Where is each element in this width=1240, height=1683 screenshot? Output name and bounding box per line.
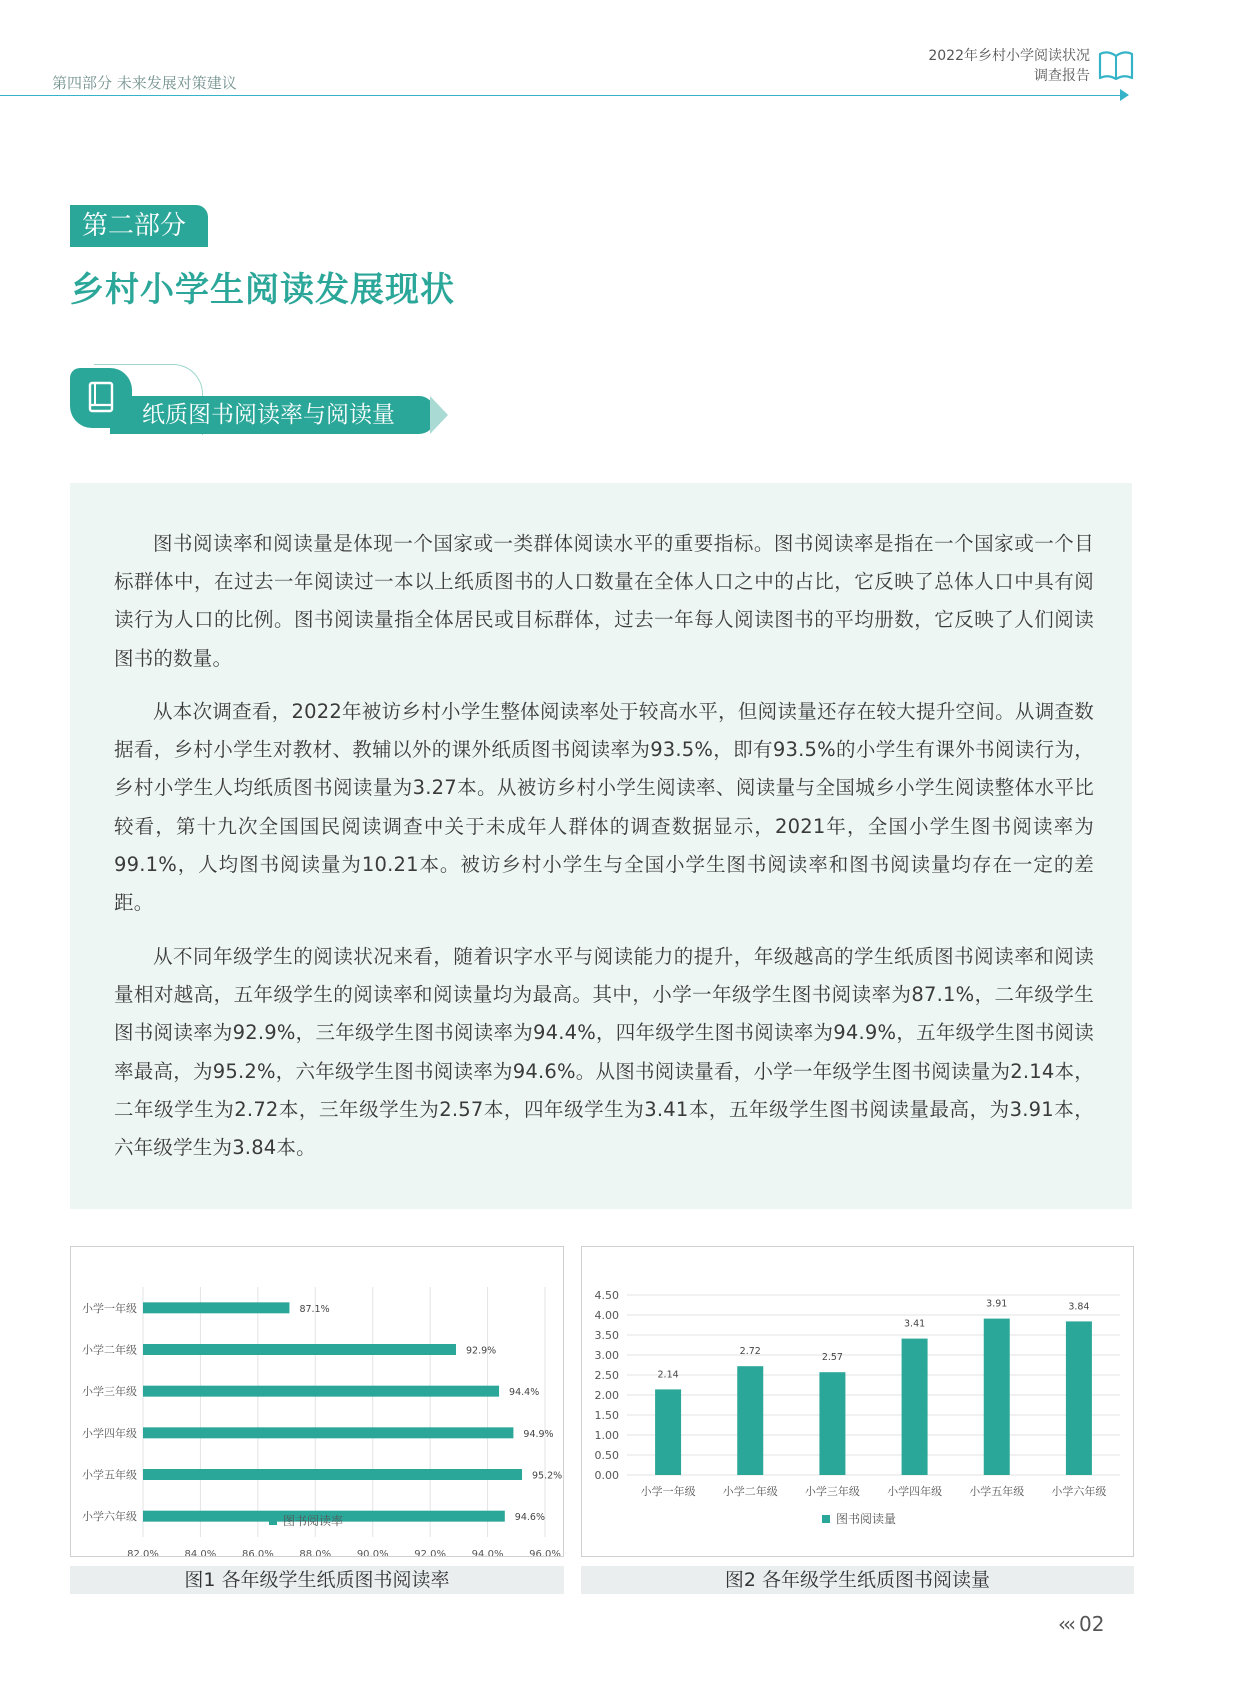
bar-value-label: 94.4% [509, 1387, 540, 1399]
y-tick-label: 0.50 [594, 1449, 619, 1462]
bar [143, 1469, 522, 1480]
bar [737, 1366, 763, 1475]
figure-1-caption: 图1 各年级学生纸质图书阅读率 [70, 1566, 564, 1594]
paragraph-2: 从本次调查看，2022年被访乡村小学生整体阅读率处于较高水平，但阅读量还存在较大提升空间。从调查数据看，乡村小学生对教材、教辅以外的课外纸质图书阅读率为93.5%，即有93.5%的小学生有课外书阅读行为，乡村小学生人均纸质图书阅读量为3.27本。从被访乡村小学生阅读率、阅读量与全国城乡小学生阅读整体水平比较看，第十九次全国国民阅读调查中关于未成年人群体的调查数据显示，2021年，全国小学生图书阅读率为99.1%，人均图书阅读量为10.21本。被访乡村小学生与全国小学生图书阅读率和图书阅读量均存在一定的差距。 [114, 700, 1094, 915]
y-category-label: 小学三年级 [82, 1385, 137, 1399]
bar-value-label: 87.1% [299, 1303, 330, 1315]
x-category-label: 小学五年级 [969, 1485, 1025, 1498]
legend-label: 图书阅读量 [836, 1512, 897, 1526]
banner-icon-tile [70, 368, 132, 428]
bar [143, 1427, 513, 1438]
y-tick-label: 1.00 [594, 1429, 619, 1442]
x-category-label: 小学三年级 [804, 1485, 860, 1498]
reading-rate-chart [71, 1247, 563, 1556]
y-tick-label: 2.50 [594, 1369, 619, 1382]
book-icon [70, 368, 132, 428]
bar [143, 1302, 289, 1313]
y-category-label: 小学五年级 [82, 1468, 137, 1482]
page-number [1058, 1612, 1104, 1636]
bar-value-label: 2.14 [657, 1369, 679, 1381]
legend-swatch [822, 1515, 830, 1523]
x-tick-label: 92.0% [414, 1549, 447, 1556]
x-tick-label: 90.0% [356, 1549, 389, 1556]
subsection-title: 纸质图书阅读率与阅读量 [142, 402, 395, 428]
bar [143, 1386, 499, 1397]
bar-value-label: 94.9% [523, 1428, 554, 1440]
x-tick-label: 88.0% [299, 1549, 332, 1556]
bar-value-label: 2.57 [821, 1352, 843, 1364]
running-section-title: 第四部分 未来发展对策建议 [52, 74, 237, 92]
bar-value-label: 92.9% [465, 1345, 497, 1357]
open-book-icon [1098, 48, 1134, 82]
report-title-line2: 调查报告 [1034, 68, 1090, 84]
x-category-label: 小学四年级 [887, 1485, 943, 1498]
bar [819, 1372, 845, 1475]
report-title [880, 46, 1090, 86]
bar-value-label: 3.84 [1068, 1301, 1090, 1313]
x-category-label: 小学二年级 [722, 1485, 778, 1498]
bar [1066, 1321, 1092, 1475]
paragraph-1: 图书阅读率和阅读量是体现一个国家或一类群体阅读水平的重要指标。图书阅读率是指在一个国家或一个目标群体中，在过去一年阅读过一本以上纸质图书的人口数量在全体人口之中的占比，它反映了总体人口中具有阅读行为人口的比例。图书阅读量指全体居民或目标群体，过去一年每人阅读图书的平均册数，它反映了人们阅读图书的数量。 [114, 532, 1094, 670]
y-tick-label: 1.50 [594, 1409, 619, 1422]
bar [143, 1344, 456, 1355]
header-rule [0, 95, 1128, 96]
bar [902, 1339, 928, 1475]
bar-value-label: 94.6% [514, 1512, 545, 1524]
y-tick-label: 3.00 [594, 1349, 619, 1362]
part-title: 乡村小学生阅读发展现状 [70, 270, 455, 310]
x-tick-label: 84.0% [184, 1549, 217, 1556]
x-tick-label: 82.0% [127, 1549, 159, 1556]
bar-value-label: 95.2% [532, 1470, 563, 1482]
page-chevrons-icon: ‹‹‹ [1058, 1612, 1073, 1636]
y-tick-label: 3.50 [594, 1329, 619, 1342]
y-category-label: 小学四年级 [82, 1426, 137, 1440]
legend-label: 图书阅读率 [283, 1514, 344, 1528]
figure-1-frame [70, 1246, 564, 1557]
paragraph-3: 从不同年级学生的阅读状况来看，随着识字水平与阅读能力的提升，年级越高的学生纸质图书阅读率和阅读量相对越高，五年级学生的阅读率和阅读量均为最高。其中，小学一年级学生图书阅读率为87.1%，二年级学生图书阅读率为92.9%，三年级学生图书阅读率为94.4%，四年级学生图书阅读率为94.9%，五年级学生图书阅读率最高，为95.2%，六年级学生图书阅读率为94.6%。从图书阅读量看，小学一年级学生图书阅读量为2.14本，二年级学生为2.72本，三年级学生为2.57本，四年级学生为3.41本，五年级学生图书阅读量最高，为3.91本，六年级学生为3.84本。 [114, 945, 1094, 1160]
subsection-banner [70, 368, 450, 434]
x-category-label: 小学六年级 [1051, 1485, 1107, 1498]
y-tick-label: 4.00 [594, 1309, 619, 1322]
y-tick-label: 0.00 [594, 1469, 619, 1482]
part-tag: 第二部分 [70, 205, 208, 247]
page-number-value: 02 [1079, 1612, 1105, 1636]
y-tick-label: 4.50 [594, 1289, 619, 1302]
bar-value-label: 3.41 [904, 1318, 926, 1330]
body-text-box [70, 483, 1132, 1209]
y-category-label: 小学一年级 [82, 1301, 137, 1315]
y-category-label: 小学二年级 [82, 1343, 137, 1357]
x-category-label: 小学一年级 [640, 1485, 696, 1498]
figure-2-caption: 图2 各年级学生纸质图书阅读量 [581, 1566, 1134, 1594]
bar-value-label: 3.91 [986, 1298, 1008, 1310]
bar [984, 1319, 1010, 1475]
y-tick-label: 2.00 [594, 1389, 619, 1402]
bar [655, 1389, 681, 1475]
x-tick-label: 96.0% [529, 1549, 561, 1556]
legend-swatch [269, 1517, 277, 1525]
figure-2-frame [581, 1246, 1134, 1557]
bar-value-label: 2.72 [739, 1346, 761, 1358]
reading-volume-chart [582, 1247, 1133, 1556]
header-rule-arrow [1120, 89, 1129, 101]
report-title-line1: 2022年乡村小学阅读状况 [928, 48, 1090, 64]
x-tick-label: 86.0% [241, 1549, 274, 1556]
y-category-label: 小学六年级 [82, 1510, 137, 1524]
x-tick-label: 94.0% [471, 1549, 504, 1556]
